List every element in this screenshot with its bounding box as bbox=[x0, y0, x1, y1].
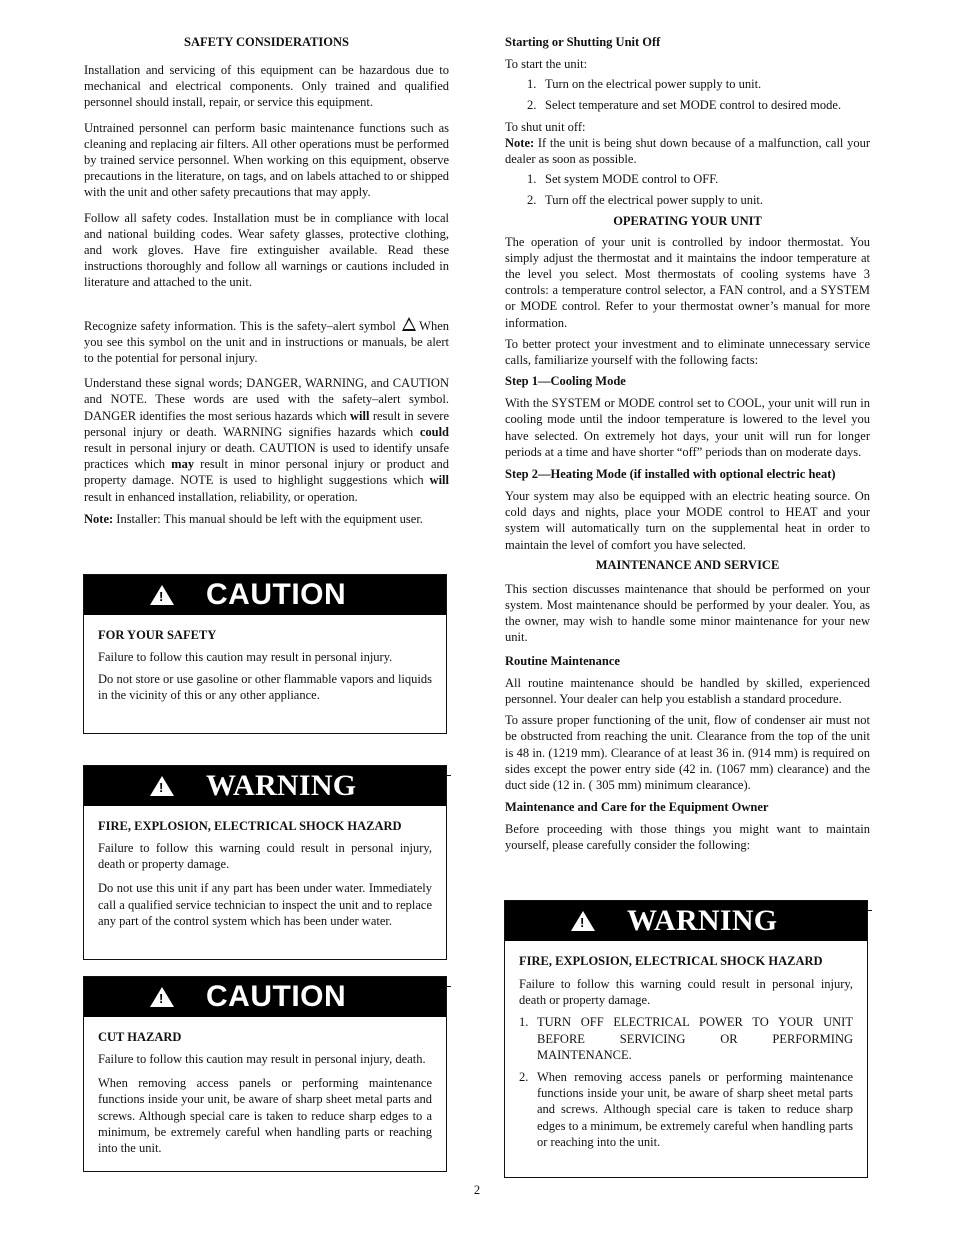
safety-paragraph-3: Follow all safety codes. Installation must be in compliance with local and national building codes. Wear safety glasses, protective clothing, and work gloves. Have fire extinguisher available. Read these instructions thoroughly and follow all warnings or cautions included in literature and attached to the unit. bbox=[84, 210, 449, 290]
cut-hazard-text-2: When removing access panels or performing maintenance functions inside your unit, be aware of sharp sheet metal parts and screws. Although special care is taken to reduce sharp edges to a minimum, be extremely careful when handling parts or reaching into the unit. bbox=[98, 1076, 432, 1156]
box-tick bbox=[447, 986, 451, 987]
shut-steps bbox=[505, 171, 870, 208]
maintenance-heading: MAINTENANCE AND SERVICE bbox=[595, 557, 780, 572]
caution-banner bbox=[84, 575, 446, 615]
box-tick bbox=[447, 775, 451, 776]
shutdown-note: Note: If the unit is being shut down because of a malfunction, call your dealer as soon as possible. bbox=[505, 135, 870, 167]
safety-alert-text: Recognize safety information. This is the safety–alert symbol bbox=[84, 318, 396, 333]
starting-heading: Starting or Shutting Unit Off bbox=[505, 35, 661, 49]
routine-text-2: To assure proper functioning of the unit, flow of condenser air must not be obstructed from reaching the unit. Clearance from the top of the unit is 48 in. (1219 mm). Clearance of at least 36 in. (914 mm) is required on sides except the power entry side (42 in. (1067 mm) clearance) and the duct side (12 in. ( 305 mm) minimum clearance). bbox=[505, 713, 870, 792]
step2-text: Your system may also be equipped with an electric heating source. On cold days and nights, place your MODE control to HEAT and your system will automatically turn on the supplemental heat in order to maintain the level of comfort you have selected. bbox=[505, 489, 870, 552]
signal-will-2: will bbox=[429, 473, 449, 488]
caution-label: CAUTION bbox=[206, 980, 347, 1013]
routine-heading: Routine Maintenance bbox=[505, 653, 620, 668]
installer-note bbox=[84, 511, 449, 527]
safety-alert-text-2: When you see this symbol on the unit and in instructions or manuals, be alert to the potential for personal injury. bbox=[84, 318, 449, 366]
caution-box-cut-hazard bbox=[83, 976, 447, 1172]
warning-box-fire-explosion bbox=[83, 765, 447, 960]
operating-heading: OPERATING YOUR UNIT bbox=[613, 213, 762, 228]
signal-words-paragraph bbox=[84, 375, 449, 505]
signal-text-e: result in enhanced installation, reliability, or operation. bbox=[84, 489, 358, 504]
list-item: 1. Turn on the electrical power supply to unit. bbox=[527, 77, 762, 92]
to-start-label: To start the unit: bbox=[505, 57, 588, 71]
cut-hazard-heading: CUT HAZARD bbox=[98, 1030, 182, 1044]
caution-text-2: Do not store or use gasoline or other flammable vapors and liquids in the vicinity of this or any other appliance. bbox=[98, 672, 432, 703]
box-tick bbox=[868, 910, 872, 911]
care-text: Before proceeding with those things you might want to maintain yourself, please carefully consider the following: bbox=[505, 822, 870, 853]
caution-heading: FOR YOUR SAFETY bbox=[98, 628, 217, 642]
signal-text-a: Understand these signal words; DANGER, WARNING, and CAUTION and NOTE. These words are used with the safety–alert symbol. DANGER identifies the most serious hazards which bbox=[84, 376, 449, 423]
cut-hazard-text-1: Failure to follow this caution may result in personal injury, death. bbox=[98, 1052, 426, 1066]
warning-banner bbox=[505, 901, 867, 941]
step2-heading: Step 2—Heating Mode (if installed with optional electric heat) bbox=[505, 467, 836, 482]
routine-text-1: All routine maintenance should be handled by skilled, experienced personnel. Your dealer can help you establish a standard procedure. bbox=[505, 675, 870, 706]
operating-text-2: To better protect your investment and to eliminate unnecessary service calls, familiarize yourself with the following facts: bbox=[505, 336, 870, 368]
signal-may: may bbox=[171, 457, 195, 472]
signal-text-d: result in minor personal injury or product and property damage. NOTE is used to highlight suggestions which bbox=[84, 457, 450, 488]
warning-steps bbox=[519, 1014, 853, 1150]
warning-label: WARNING bbox=[627, 904, 778, 937]
installer-note-label: Note: bbox=[84, 511, 114, 526]
warning-label: WARNING bbox=[206, 769, 357, 802]
caution-banner bbox=[84, 977, 446, 1017]
safety-alert-icon bbox=[402, 317, 416, 331]
list-item: 1. TURN OFF ELECTRICAL POWER TO YOUR UNIT BEFORE SERVICING OR PERFORMING MAINTENANCE. bbox=[519, 1015, 853, 1062]
warning-text-2: Do not use this unit if any part has been under water. Immediately call a qualified service technician to inspect the unit and to replace any part of the control system which has been under water. bbox=[98, 881, 432, 928]
warning-heading: FIRE, EXPLOSION, ELECTRICAL SHOCK HAZARD bbox=[98, 819, 402, 833]
step1-text: With the SYSTEM or MODE control set to COOL, your unit will run in cooling mode until the indoor temperature is lowered to the level you have selected. On extremely hot days, your unit will run for longer periods at a time and have shorter “off” periods than on moderate days. bbox=[505, 396, 870, 459]
left-column bbox=[84, 34, 449, 527]
caution-label: CAUTION bbox=[206, 578, 347, 611]
warning-triangle-icon bbox=[150, 987, 174, 1007]
warning-triangle-icon bbox=[150, 776, 174, 796]
to-shut-label: To shut unit off: bbox=[505, 119, 586, 134]
warning-box-maintenance bbox=[504, 900, 868, 1178]
care-heading: Maintenance and Care for the Equipment Owner bbox=[505, 800, 769, 815]
list-item: 2. Select temperature and set MODE control to desired mode. bbox=[527, 98, 842, 113]
list-item: 2. When removing access panels or performing maintenance functions inside your unit, be aware of sharp sheet metal parts and screws. Although special care is taken to reduce sharp edges to a minimum, be extremely careful when handling parts or reaching into the unit. bbox=[519, 1070, 853, 1149]
installer-note-text: Installer: This manual should be left with the equipment user. bbox=[113, 511, 423, 526]
caution-text-1: Failure to follow this caution may result in personal injury. bbox=[98, 650, 393, 664]
warning-text-1: Failure to follow this warning could result in personal injury, death or property damage. bbox=[519, 977, 853, 1008]
safety-alert-paragraph bbox=[84, 317, 449, 367]
step1-heading: Step 1—Cooling Mode bbox=[505, 374, 626, 389]
warning-triangle-icon bbox=[571, 911, 595, 931]
list-item: 2. Turn off the electrical power supply to unit. bbox=[527, 193, 764, 208]
safety-paragraph-1: Installation and servicing of this equipment can be hazardous due to mechanical and electrical components. Only trained and qualified personnel should install, repair, or service this equipment. bbox=[84, 63, 449, 110]
safety-paragraph-2: Untrained personnel can perform basic maintenance functions such as cleaning and replacing air filters. All other operations must be performed by trained service personnel. When working on this equipment, observe precautions in the literature, on tags, and on labels attached to or shipped with the unit and other safety precautions that may apply. bbox=[84, 120, 449, 200]
signal-will-1: will bbox=[349, 408, 370, 423]
page-number: 2 bbox=[473, 1183, 481, 1197]
safety-considerations-heading: SAFETY CONSIDERATIONS bbox=[184, 35, 349, 49]
warning-triangle-icon bbox=[150, 585, 174, 605]
right-column bbox=[505, 34, 870, 854]
maintenance-text: This section discusses maintenance that should be performed on your system. Most maintenance should be performed by your dealer. You, as the owner, may wish to handle some minor maintenance for your new unit. bbox=[505, 581, 870, 645]
signal-text-c: result in personal injury or death. CAUTION is used to identify unsafe practices which bbox=[84, 441, 449, 472]
signal-could: could bbox=[419, 424, 449, 439]
caution-box-for-your-safety bbox=[83, 574, 447, 734]
signal-text-b: result in severe personal injury or death. WARNING signifies hazards which bbox=[84, 408, 449, 439]
warning-banner bbox=[84, 766, 446, 806]
start-steps bbox=[505, 76, 870, 113]
warning-heading: FIRE, EXPLOSION, ELECTRICAL SHOCK HAZARD bbox=[519, 954, 823, 968]
list-item: 1. Set system MODE control to OFF. bbox=[527, 172, 719, 187]
warning-text-1: Failure to follow this warning could result in personal injury, death or property damage. bbox=[98, 841, 432, 872]
operating-text-1: The operation of your unit is controlled by indoor thermostat. You simply adjust the thermostat and it maintains the indoor temperature at the level you select. Most thermostats of cooling systems have 3 controls: a temperature control selector, a FAN control, and a SYSTEM or MODE control. Refer to your thermostat owner’s manual for more information. bbox=[505, 234, 870, 330]
